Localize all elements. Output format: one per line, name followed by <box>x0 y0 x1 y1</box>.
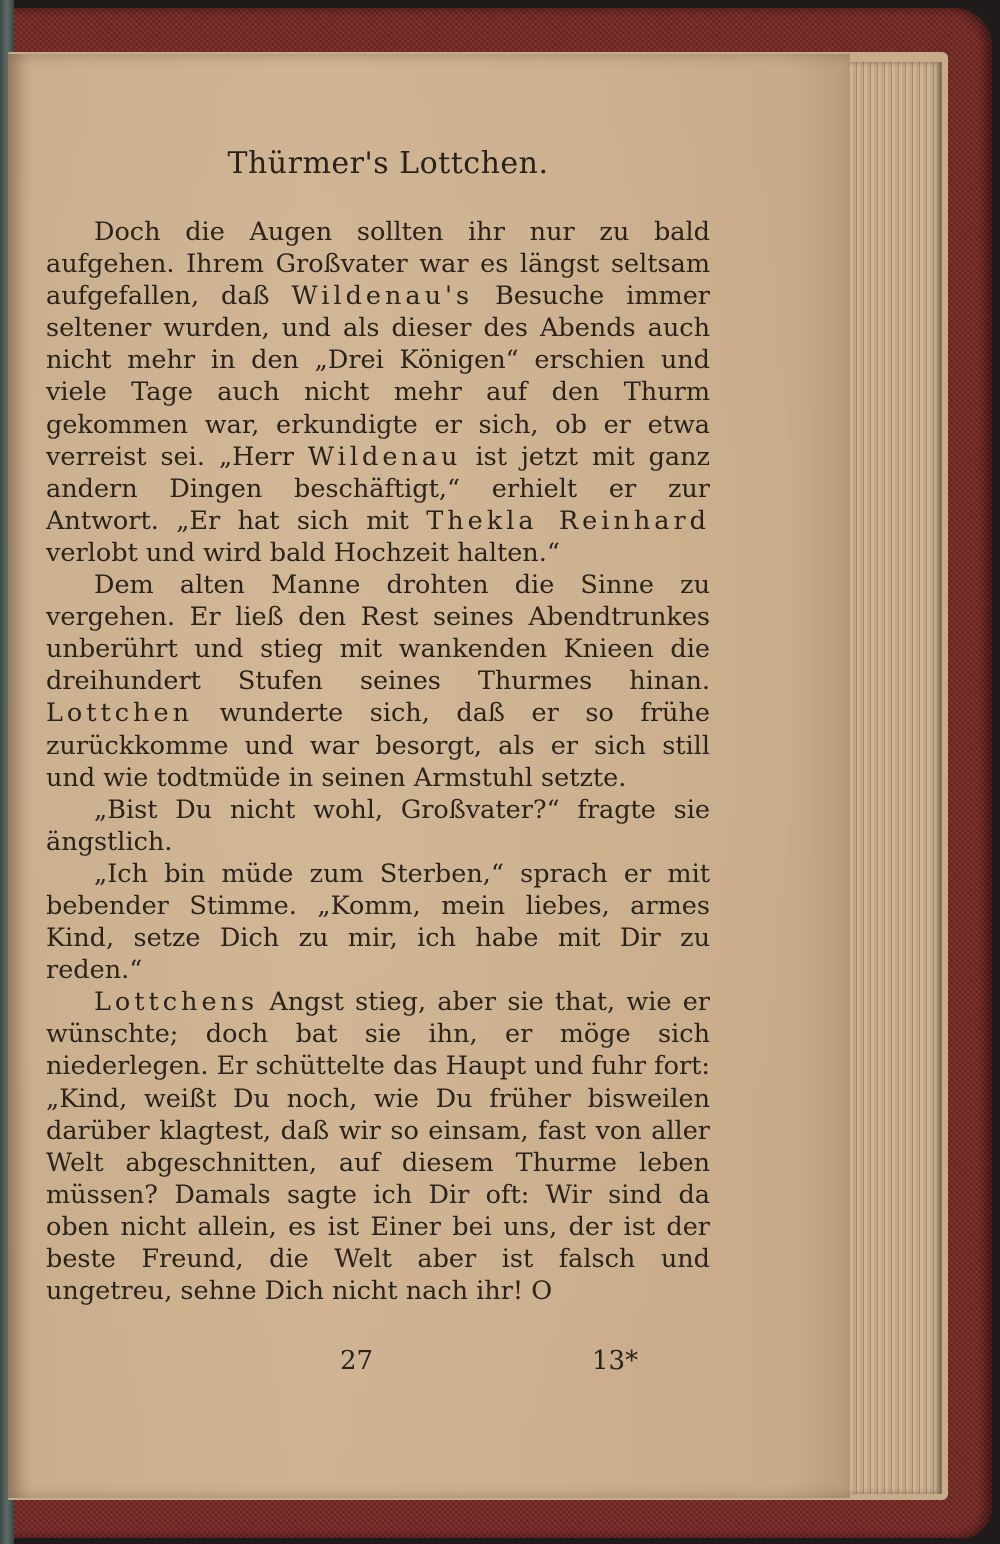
paragraph <box>46 858 710 986</box>
page-number: 27 <box>340 1346 374 1376</box>
text-segment: „Ich bin müde zum Sterben,“ sprach er mit bebender Stimme. „Komm, mein liebes, armes Kind, setze Dich zu mir, ich habe mit Dir zu reden.“ <box>46 858 710 986</box>
text-segment: verlobt und wird bald Hochzeit halten.“ <box>46 537 560 568</box>
text-segment: Besuche immer seltener wurden, und als dieser des Abends auch nicht mehr in den „Drei Königen“ erschien und viele Tage auch nicht mehr auf den Thurm gekommen war, erkundigte er sich, ob er etwa verreist sei. „Herr <box>46 281 710 472</box>
text-segment: „Bist Du nicht wohl, Großvater?“ fragte sie ängstlich. <box>46 794 710 857</box>
text-segment: wunderte sich, daß er so frühe zurückkomme und war besorgt, als er sich still und wie todtmüde in seinen Armstuhl setzte. <box>46 698 710 793</box>
signature-mark: 13* <box>592 1346 639 1376</box>
text-segment: Doch die Augen sollten ihr nur zu bald aufgehen. Ihrem Großvater war es längst seltsam aufgefallen, daß <box>46 217 710 312</box>
spaced-name: Lottchens <box>94 987 259 1018</box>
page-edges <box>846 62 942 1494</box>
body-text <box>46 216 710 1307</box>
paragraph <box>46 794 710 858</box>
spaced-name: Wildenau <box>307 441 462 472</box>
text-segment: Angst stieg, aber sie that, wie er wünschte; doch bat sie ihn, er möge sich niederlegen. Er schüttelte das Haupt und fuhr fort: „Kind, weißt Du noch, wie Du früher bisweilen darüber klagtest, daß wir so einsam, fast von aller Welt abgeschnitten, auf diesem Thurme leben müssen? Damals sagte ich Dir oft: Wir sind da oben nicht allein, es ist Einer bei uns, der ist der beste Freund, die Welt aber ist falsch und ungetreu, sehne Dich nicht nach ihr! O <box>46 987 710 1307</box>
spaced-name: Wildenau's <box>291 281 474 312</box>
paragraph <box>46 986 710 1307</box>
paragraph <box>46 216 710 569</box>
text-segment: ist jetzt mit ganz andern Dingen beschäftigt,“ erhielt er zur Antwort. „Er hat sich mit <box>46 441 710 536</box>
spaced-name: Lottchen <box>46 698 193 729</box>
spaced-name: Thekla Reinhard <box>426 505 710 536</box>
running-head: Thürmer's Lottchen. <box>227 146 549 181</box>
paragraph <box>46 569 710 794</box>
book-page <box>8 54 850 1498</box>
text-segment: Dem alten Manne drohten die Sinne zu vergehen. Er ließ den Rest seines Abendtrunkes unberührt und stieg mit wankenden Knieen die dreihundert Stufen seines Thurmes hinan. <box>46 570 710 697</box>
